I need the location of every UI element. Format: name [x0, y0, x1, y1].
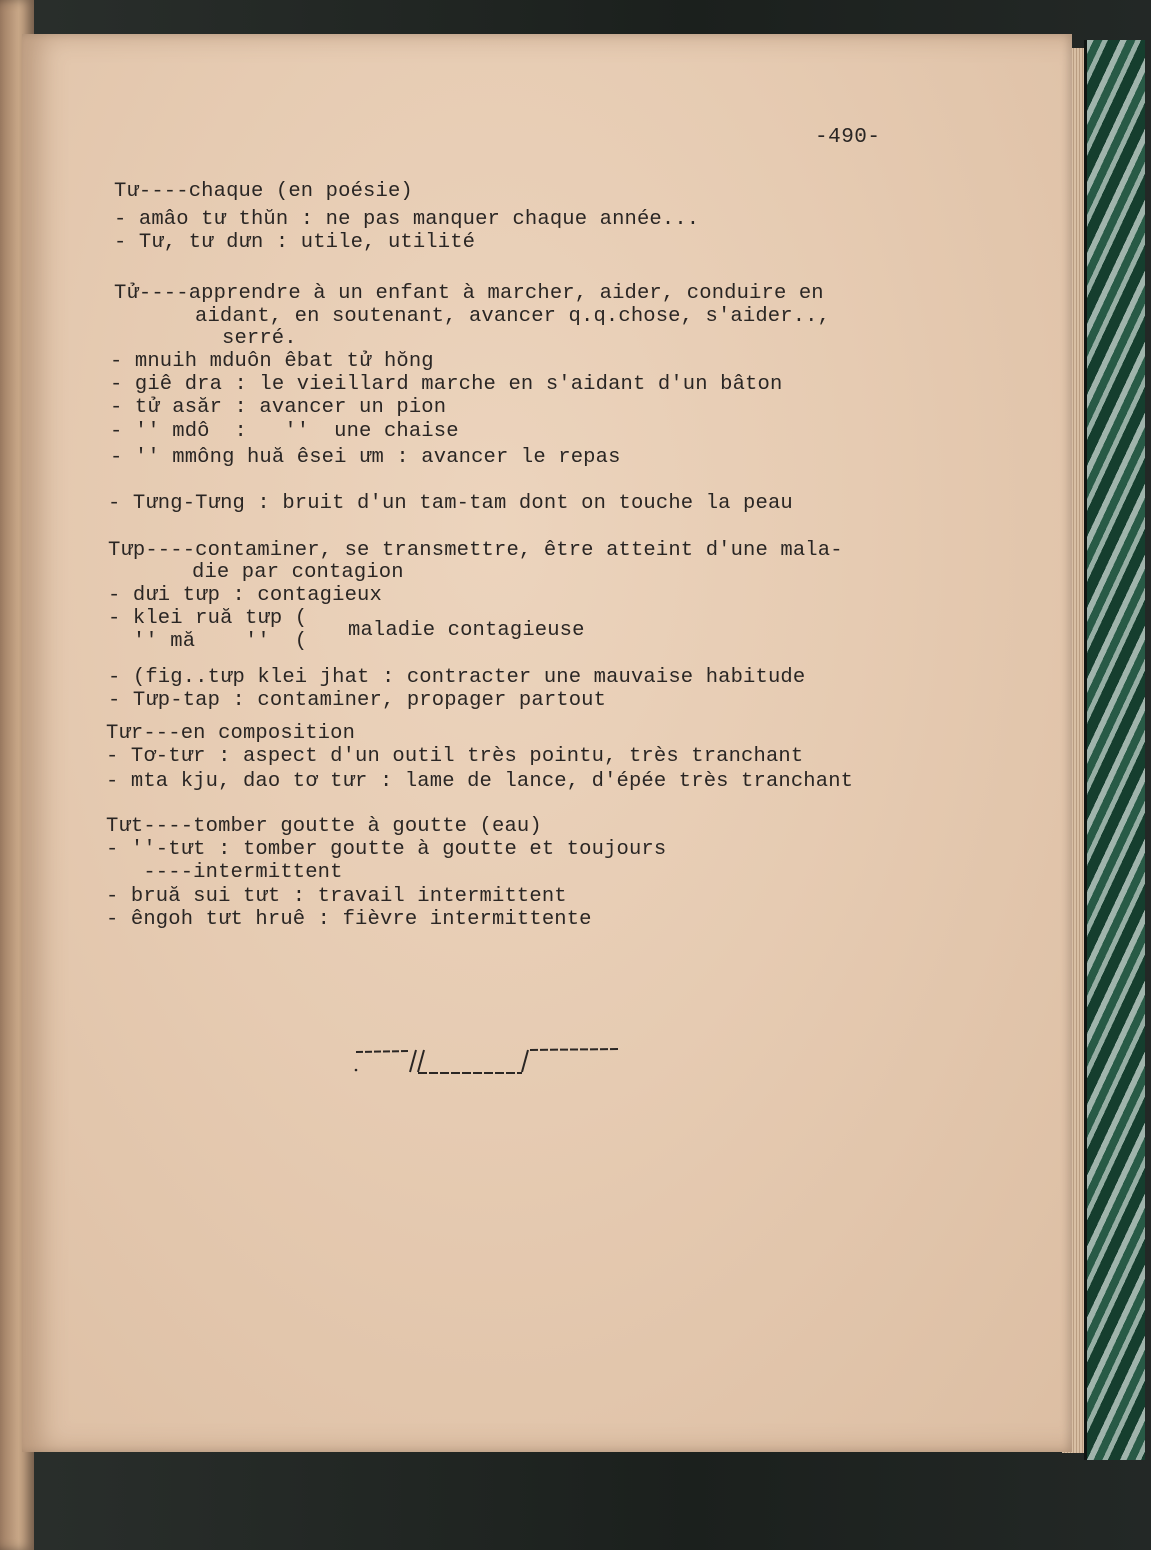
- entry-line: ----intermittent: [106, 861, 343, 884]
- entry-line: - '' mmông huă êsei ưm : avancer le repas: [110, 446, 621, 469]
- marbled-edge: [1084, 40, 1145, 1460]
- entry-line: - bruă sui tưt : travail intermittent: [106, 885, 567, 908]
- entry-line: '' mă '' (: [108, 630, 308, 653]
- entry-line: - dưi tưp : contagieux: [108, 584, 382, 607]
- entry-headword: Tư----chaque (en poésie): [114, 180, 413, 203]
- entry-headword: Tưr---en composition: [106, 722, 356, 745]
- entry-continuation: die par contagion: [192, 561, 404, 584]
- entry-headword: - Tưng-Tưng : bruit d'un tam-tam dont on touche la peau: [108, 492, 793, 515]
- entry-headword: Tử----apprendre à un enfant à marcher, aider, conduire en: [114, 282, 824, 305]
- entry-line: - klei ruă tưp (: [108, 607, 308, 630]
- entry-line: - mnuih mduôn êbat tử hŏng: [110, 350, 434, 373]
- brace-definition: maladie contagieuse: [348, 619, 585, 642]
- entry-line: - tử asăr : avancer un pion: [110, 396, 447, 419]
- page-number: -490-: [815, 126, 881, 149]
- entry-line: - mta kju, dao tơ tưr : lame de lance, d'épée très tranchant: [106, 770, 854, 793]
- entry-line: - Tơ-tưr : aspect d'un outil très pointu, très tranchant: [106, 745, 804, 768]
- entry-line: - amâo tư thŭn : ne pas manquer chaque année...: [114, 208, 700, 231]
- entry-continuation: serré.: [222, 327, 297, 350]
- entry-line: - êngoh tưt hruê : fièvre intermittente: [106, 908, 592, 931]
- entry-line: - giê dra : le vieillard marche en s'aidant d'un bâton: [110, 373, 783, 396]
- entry-line: - ''-tưt : tomber goutte à goutte et toujours: [106, 838, 667, 861]
- entry-headword: Tưp----contaminer, se transmettre, être atteint d'une mala-: [108, 539, 843, 562]
- end-ornament: [352, 1046, 622, 1086]
- entry-line: - (fig..tưp klei jhat : contracter une mauvaise habitude: [108, 666, 806, 689]
- entry-headword: Tưt----tomber goutte à goutte (eau): [106, 815, 542, 838]
- typed-page: [22, 34, 1072, 1452]
- entry-line: - '' mdô : '' une chaise: [110, 420, 459, 443]
- entry-line: - Tưp-tap : contaminer, propager partout: [108, 689, 607, 712]
- entry-continuation: aidant, en soutenant, avancer q.q.chose, s'aider..,: [195, 305, 831, 328]
- entry-line: - Tư, tư dưn : utile, utilité: [114, 231, 476, 254]
